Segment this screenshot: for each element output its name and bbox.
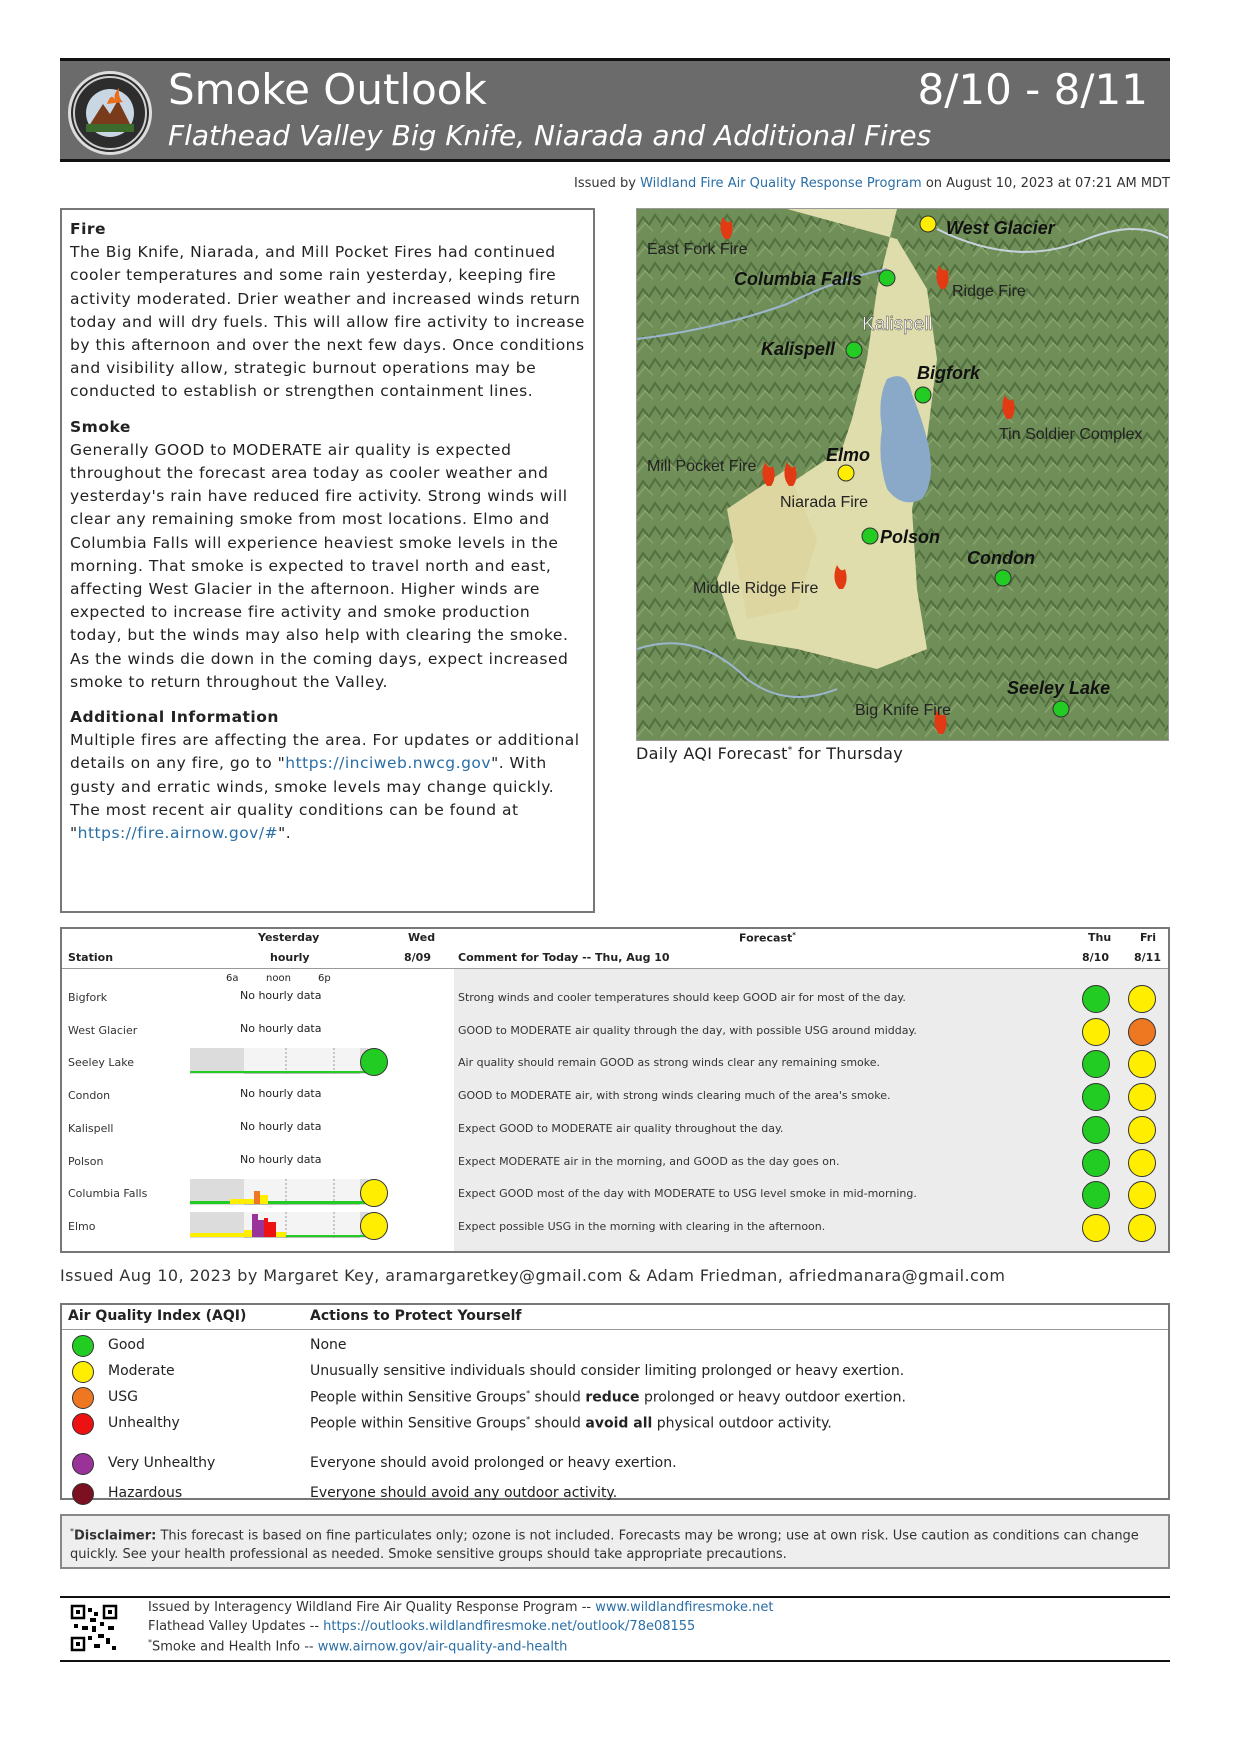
aqi-col-index: Air Quality Index (AQI) xyxy=(68,1308,247,1324)
no-hourly-data: No hourly data xyxy=(240,1119,322,1133)
aqi-dot-columbia-falls xyxy=(879,270,895,286)
disclaimer: *Disclaimer: This forecast is based on fine particulates only; ozone is not included. Forecasts may be wrong; use at own risk. Use caution as conditions can change quickly. See your health professional as needed. Smoke sensitive groups should take appropriate precautions. xyxy=(60,1514,1170,1569)
aqi-dot-condon xyxy=(995,570,1011,586)
fri-aqi-dot xyxy=(1128,1018,1156,1046)
airnow-link[interactable]: https://fire.airnow.gov/# xyxy=(77,824,279,843)
thu-aqi-dot xyxy=(1082,985,1110,1013)
aqi-action: Everyone should avoid any outdoor activity. xyxy=(310,1485,618,1501)
issued-suffix: on August 10, 2023 at 07:21 AM MDT xyxy=(921,176,1170,191)
page-title: Smoke Outlook xyxy=(168,65,487,114)
aqi-legend-table xyxy=(60,1303,1170,1500)
footer-line-2: Flathead Valley Updates -- https://outlooks.wildlandfiresmoke.net/outlook/78e08155 xyxy=(148,1619,696,1634)
aqi-dot-west-glacier xyxy=(920,216,936,232)
no-hourly-data: No hourly data xyxy=(240,989,322,1002)
station-name: Columbia Falls xyxy=(68,1187,148,1201)
smoke-heading: Smoke xyxy=(70,417,131,436)
comment-column xyxy=(454,969,1168,1251)
map-label: Mill Pocket Fire xyxy=(647,458,757,475)
aqi-level: USG xyxy=(108,1389,138,1405)
station-name: Polson xyxy=(68,1154,104,1168)
map-label: Columbia Falls xyxy=(734,269,863,289)
forecast-comment: Expect GOOD most of the day with MODERATE to USG level smoke in mid-morning. xyxy=(458,1187,917,1201)
map-label: Niarada Fire xyxy=(780,494,869,511)
aqi-action: None xyxy=(310,1337,347,1353)
issued-line xyxy=(574,176,1170,191)
qr-code[interactable] xyxy=(70,1604,118,1652)
station-name: Condon xyxy=(68,1089,111,1103)
map-caption: Daily AQI Forecast* for Thursday xyxy=(636,744,904,763)
no-hourly-data: No hourly data xyxy=(240,1087,322,1101)
hourly-chart xyxy=(190,1048,368,1074)
header-banner xyxy=(60,58,1170,162)
fri-aqi-dot xyxy=(1128,985,1156,1013)
forecast-comment: GOOD to MODERATE air, with strong winds clearing much of the area's smoke. xyxy=(458,1089,891,1103)
map-label: Seeley Lake xyxy=(1007,678,1111,698)
footer-line-3: *Smoke and Health Info -- www.airnow.gov/air-quality-and-health xyxy=(148,1638,568,1655)
thu-aqi-dot xyxy=(1082,1116,1110,1144)
aqi-color-dot xyxy=(72,1335,94,1357)
fri-aqi-dot xyxy=(1128,1214,1156,1242)
aqi-action: Unusually sensitive individuals should consider limiting prolonged or heavy exertion. xyxy=(310,1363,905,1379)
no-hourly-data: No hourly data xyxy=(240,1021,322,1035)
aqi-action: People within Sensitive Groups* should avoid all physical outdoor activity. xyxy=(310,1415,832,1432)
forecast-comment: Strong winds and cooler temperatures should keep GOOD air for most of the day. xyxy=(458,991,906,1004)
map-graphic xyxy=(637,209,1169,741)
aqi-action: Everyone should avoid prolonged or heavy exertion. xyxy=(310,1455,677,1471)
thu-aqi-dot xyxy=(1082,1083,1110,1111)
fri-aqi-dot xyxy=(1128,1181,1156,1209)
aqi-level: Hazardous xyxy=(108,1485,183,1501)
airnow-health-link[interactable]: www.airnow.gov/air-quality-and-health xyxy=(317,1639,568,1655)
date-range: 8/10 - 8/11 xyxy=(917,65,1148,114)
smoke-body: Generally GOOD to MODERATE air quality is expected throughout the forecast area today as cooler weather and yesterday's rain have reduced fire activity. Strong winds will clear any remaining smoke from most locations. Elmo and Columbia Falls will experience heaviest smoke levels in the morning. That smoke is expected to travel north and east, affecting West Glacier in the afternoon. Higher winds are expected to increase fire activity and smoke production today, but the winds may also help with clearing the smoke. As the winds die down in the coming days, expect increased smoke to return throughout the Valley. xyxy=(70,440,569,691)
forecast-table: Yesterday hourly Wed 8/09 Station Forecast* Comment for Today -- Thu, Aug 10 Thu 8/10 Fri 8/11 6a noon 6p Bigfork No hourly data Strong winds and cooler temperatures should keep GOOD air for most of the day. West Glacier No hourly data GOOD to MODERATE air quality through the day, with possible USG around midday. Seeley Lake Air quality should remain GOOD as strong winds clear any remaining smoke. Condon No hourly data GOOD to MODERATE air, with strong winds clearing much of the area's smoke. Kalispell No hourly data Expect GOOD to MODERATE air quality throughout the day. Polson No hourly data Expect MODERATE air in the morning, and GOOD as the day goes on. Columbia Falls Expect GOOD most of the day with MODERATE to USG level smoke in mid-morning. Elmo Expect possible USG in the morning with clearing in the afternoon. xyxy=(60,927,1170,1253)
aqi-level: Unhealthy xyxy=(108,1415,180,1431)
inciweb-link[interactable]: https://inciweb.nwcg.gov xyxy=(285,754,492,773)
aqi-color-dot xyxy=(72,1361,94,1383)
issued-by: Issued Aug 10, 2023 by Margaret Key, aramargaretkey@gmail.com & Adam Friedman, afriedmanara@gmail.com xyxy=(60,1266,1006,1285)
fire-heading: Fire xyxy=(70,220,107,238)
fri-aqi-dot xyxy=(1128,1149,1156,1177)
aqi-dot-kalispell xyxy=(846,342,862,358)
fri-aqi-dot xyxy=(1128,1116,1156,1144)
map-label: Tin Soldier Complex xyxy=(999,426,1143,443)
map-label: Bigfork xyxy=(917,363,980,383)
forecast-comment: Expect possible USG in the morning with clearing in the afternoon. xyxy=(458,1219,826,1233)
map-label: Ridge Fire xyxy=(952,283,1026,300)
aqi-color-dot xyxy=(72,1413,94,1435)
hourly-chart xyxy=(190,1212,368,1238)
page-subtitle: Flathead Valley Big Knife, Niarada and Additional Fires xyxy=(168,119,932,152)
aqi-dot-seeley-lake xyxy=(1053,701,1069,717)
aqi-level: Moderate xyxy=(108,1363,175,1379)
aqi-color-dot xyxy=(72,1453,94,1475)
station-name: Bigfork xyxy=(68,991,108,1004)
wed-aqi-dot xyxy=(360,1212,388,1240)
aqi-level: Very Unhealthy xyxy=(108,1455,216,1471)
forecast-comment: Expect MODERATE air in the morning, and GOOD as the day goes on. xyxy=(458,1154,840,1168)
forecast-comment: GOOD to MODERATE air quality through the day, with possible USG around midday. xyxy=(458,1023,917,1037)
map-label: Big Knife Fire xyxy=(855,702,952,719)
aqi-forecast-map xyxy=(636,208,1169,741)
program-link[interactable]: Wildland Fire Air Quality Response Program xyxy=(640,176,922,191)
map-label: Elmo xyxy=(826,445,871,465)
thu-aqi-dot xyxy=(1082,1181,1110,1209)
hourly-chart xyxy=(190,1179,368,1205)
outlook-updates-link[interactable]: https://outlooks.wildlandfiresmoke.net/outlook/78e08155 xyxy=(323,1619,696,1634)
map-label: Kalispell xyxy=(761,339,836,359)
forecast-comment: Air quality should remain GOOD as strong winds clear any remaining smoke. xyxy=(458,1056,881,1070)
map-label: East Fork Fire xyxy=(647,241,748,258)
outlook-text-box xyxy=(60,208,595,913)
footer-line-1: Issued by Interagency Wildland Fire Air Quality Response Program -- www.wildlandfiresmoke.net xyxy=(148,1600,774,1615)
map-label: West Glacier xyxy=(946,218,1055,238)
aqi-level: Good xyxy=(108,1337,145,1353)
aqi-dot-elmo xyxy=(838,465,854,481)
wed-aqi-dot xyxy=(360,1179,388,1207)
aqi-dot-polson xyxy=(862,528,878,544)
map-label: Middle Ridge Fire xyxy=(693,580,819,597)
station-name: Seeley Lake xyxy=(68,1056,134,1070)
map-label: Polson xyxy=(880,527,941,547)
forecast-header: Yesterday hourly Wed 8/09 Station Forecast* Comment for Today -- Thu, Aug 10 Thu 8/10 Fri 8/11 xyxy=(62,929,1168,969)
aqi-color-dot xyxy=(72,1483,94,1505)
thu-aqi-dot xyxy=(1082,1018,1110,1046)
station-name: Elmo xyxy=(68,1219,96,1233)
no-hourly-data: No hourly data xyxy=(240,1152,322,1166)
issued-prefix: Issued by xyxy=(574,176,641,191)
fri-aqi-dot xyxy=(1128,1083,1156,1111)
aqi-action: People within Sensitive Groups* should reduce prolonged or heavy outdoor exertion. xyxy=(310,1389,906,1406)
fire-body: The Big Knife, Niarada, and Mill Pocket Fires had continued cooler temperatures and some rain yesterday, keeping fire activity moderated. Drier weather and increased winds return today and will dry fuels. This will allow fire activity to increase by this afternoon and over the next few days. Once conditions and visibility allow, strategic burnout operations may be conducted to establish or strengthen containment lines. xyxy=(70,243,585,401)
map-label: Condon xyxy=(967,548,1035,568)
aqi-color-dot xyxy=(72,1387,94,1409)
aqi-col-actions: Actions to Protect Yourself xyxy=(310,1308,522,1324)
wildlandfiresmoke-link[interactable]: www.wildlandfiresmoke.net xyxy=(595,1600,774,1615)
aqi-dot-bigfork xyxy=(915,387,931,403)
station-name: Kalispell xyxy=(68,1121,114,1135)
info-heading: Additional Information xyxy=(70,708,279,727)
thu-aqi-dot xyxy=(1082,1214,1110,1242)
program-logo xyxy=(68,71,152,155)
forecast-comment: Expect GOOD to MODERATE air quality throughout the day. xyxy=(458,1121,784,1135)
map-label: Kalispell xyxy=(862,314,933,335)
thu-aqi-dot xyxy=(1082,1149,1110,1177)
info-body: Multiple fires are affecting the area. For updates or additional details on any fire, go to "https://inciweb.nwcg.gov". With gusty and erratic winds, smoke levels may change quickly. The most recent air quality conditions can be found at "https://fire.airnow.gov/#". xyxy=(70,731,580,843)
station-name: West Glacier xyxy=(68,1023,138,1037)
